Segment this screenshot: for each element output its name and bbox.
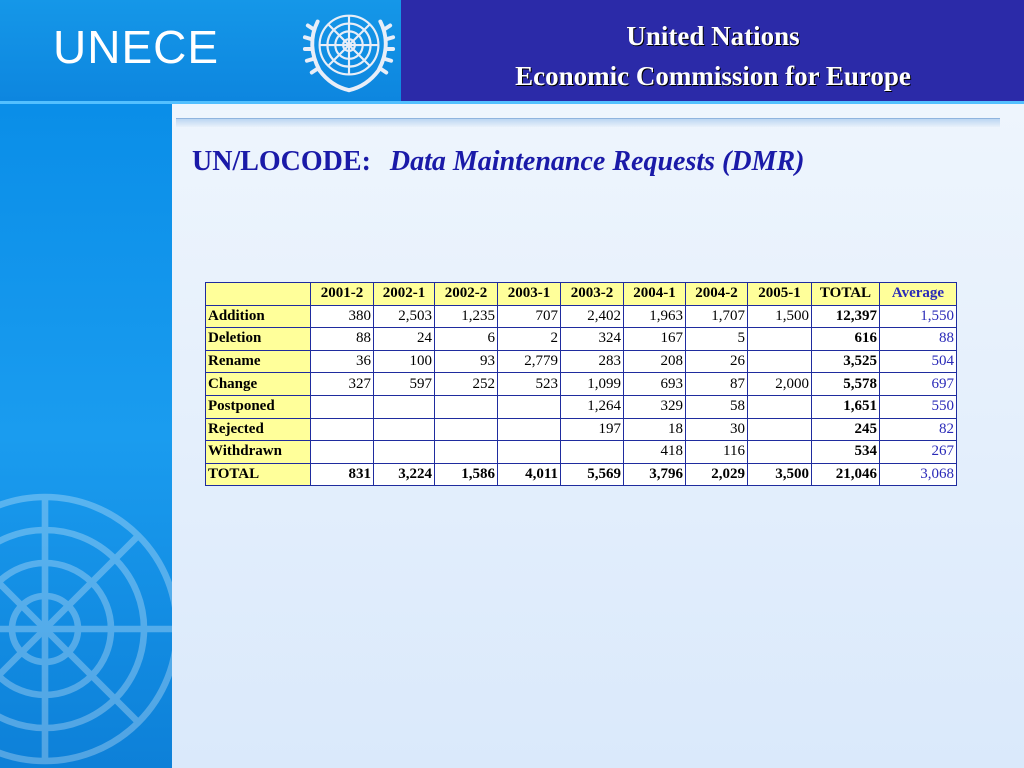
table-cell: 324 [561, 328, 624, 351]
table-cell [748, 418, 812, 441]
table-row [206, 373, 957, 396]
table-cell: 93 [435, 350, 498, 373]
table-header-row [206, 283, 957, 306]
row-label: Rejected [206, 418, 311, 441]
table-cell [374, 395, 435, 418]
table-total-row [206, 463, 957, 486]
table-row [206, 305, 957, 328]
table-cell: 418 [624, 441, 686, 464]
table-cell: 1,550 [880, 305, 957, 328]
table-cell [311, 441, 374, 464]
table-cell: 208 [624, 350, 686, 373]
table-cell: 329 [624, 395, 686, 418]
un-emblem-watermark-icon [0, 464, 172, 768]
table-cell: 534 [812, 441, 880, 464]
column-header: 2001-2 [311, 283, 374, 306]
table-cell [435, 395, 498, 418]
row-label: Postponed [206, 395, 311, 418]
table-cell: 5,578 [812, 373, 880, 396]
table-cell: 30 [686, 418, 748, 441]
table-cell: 3,525 [812, 350, 880, 373]
table-cell: 58 [686, 395, 748, 418]
table-cell [498, 418, 561, 441]
page-title-main: UN/LOCODE: [192, 146, 371, 177]
table-cell: 693 [624, 373, 686, 396]
table-cell: 197 [561, 418, 624, 441]
table-cell: 283 [561, 350, 624, 373]
brand-panel [0, 0, 401, 101]
column-header: Average [880, 283, 957, 306]
table-cell: 2,503 [374, 305, 435, 328]
table-cell: 3,500 [748, 463, 812, 486]
table-cell: 24 [374, 328, 435, 351]
table-cell: 3,068 [880, 463, 957, 486]
table-cell: 707 [498, 305, 561, 328]
table-cell: 2,029 [686, 463, 748, 486]
table-cell: 6 [435, 328, 498, 351]
table-cell: 18 [624, 418, 686, 441]
column-header: 2004-2 [686, 283, 748, 306]
table-cell [311, 418, 374, 441]
table-cell: 252 [435, 373, 498, 396]
row-label: Rename [206, 350, 311, 373]
table-cell: 12,397 [812, 305, 880, 328]
table-cell: 697 [880, 373, 957, 396]
table-cell: 1,264 [561, 395, 624, 418]
table-cell: 36 [311, 350, 374, 373]
table-cell [748, 328, 812, 351]
table-cell: 504 [880, 350, 957, 373]
table-row [206, 441, 957, 464]
table-row [206, 395, 957, 418]
table-cell [748, 350, 812, 373]
table-cell: 1,651 [812, 395, 880, 418]
row-label: TOTAL [206, 463, 311, 486]
table-cell: 1,707 [686, 305, 748, 328]
table-cell: 3,224 [374, 463, 435, 486]
table-cell: 167 [624, 328, 686, 351]
title-line-2: Economic Commission for Europe [515, 61, 911, 91]
row-label: Change [206, 373, 311, 396]
brand-text: UNECE [53, 21, 220, 73]
header-band [0, 0, 1024, 101]
table-cell [748, 395, 812, 418]
table-cell [311, 395, 374, 418]
table-cell [561, 441, 624, 464]
row-label: Deletion [206, 328, 311, 351]
table-cell: 100 [374, 350, 435, 373]
page-title [192, 146, 804, 178]
table-cell: 5 [686, 328, 748, 351]
table-cell: 82 [880, 418, 957, 441]
column-header: 2002-2 [435, 283, 498, 306]
table-cell: 1,586 [435, 463, 498, 486]
table-cell [498, 441, 561, 464]
table-cell: 245 [812, 418, 880, 441]
un-emblem-icon [299, 0, 399, 98]
table-cell [374, 441, 435, 464]
table-cell: 550 [880, 395, 957, 418]
table-cell: 2,402 [561, 305, 624, 328]
dmr-table [205, 282, 957, 486]
table-cell: 1,963 [624, 305, 686, 328]
table-cell: 5,569 [561, 463, 624, 486]
table-row [206, 328, 957, 351]
table-cell: 267 [880, 441, 957, 464]
table-cell: 88 [880, 328, 957, 351]
table-cell: 616 [812, 328, 880, 351]
table-cell: 26 [686, 350, 748, 373]
page-title-sub: Data Maintenance Requests (DMR) [389, 146, 805, 177]
column-header: 2005-1 [748, 283, 812, 306]
table-row [206, 350, 957, 373]
table-cell: 1,500 [748, 305, 812, 328]
column-header: 2003-1 [498, 283, 561, 306]
table-cell: 3,796 [624, 463, 686, 486]
table-cell: 1,235 [435, 305, 498, 328]
table-cell: 21,046 [812, 463, 880, 486]
table-cell: 597 [374, 373, 435, 396]
table-cell: 2,000 [748, 373, 812, 396]
table-cell: 327 [311, 373, 374, 396]
table-cell: 523 [498, 373, 561, 396]
table-cell: 2 [498, 328, 561, 351]
row-label: Addition [206, 305, 311, 328]
table-cell: 87 [686, 373, 748, 396]
row-label: Withdrawn [206, 441, 311, 464]
organization-title [402, 16, 1024, 96]
column-header: 2003-2 [561, 283, 624, 306]
table-cell: 2,779 [498, 350, 561, 373]
column-header: TOTAL [812, 283, 880, 306]
table-cell: 4,011 [498, 463, 561, 486]
table-cell [435, 418, 498, 441]
table-corner-cell [206, 283, 311, 306]
table-row [206, 418, 957, 441]
table-cell [748, 441, 812, 464]
table-cell: 380 [311, 305, 374, 328]
left-decor-panel [0, 104, 172, 768]
table-cell: 1,099 [561, 373, 624, 396]
column-header: 2004-1 [624, 283, 686, 306]
table-cell [498, 395, 561, 418]
table-cell [374, 418, 435, 441]
column-header: 2002-1 [374, 283, 435, 306]
table-cell [435, 441, 498, 464]
table-cell: 116 [686, 441, 748, 464]
content-top-bar [176, 118, 1000, 127]
table-cell: 831 [311, 463, 374, 486]
table-cell: 88 [311, 328, 374, 351]
title-line-1: United Nations [626, 21, 800, 51]
